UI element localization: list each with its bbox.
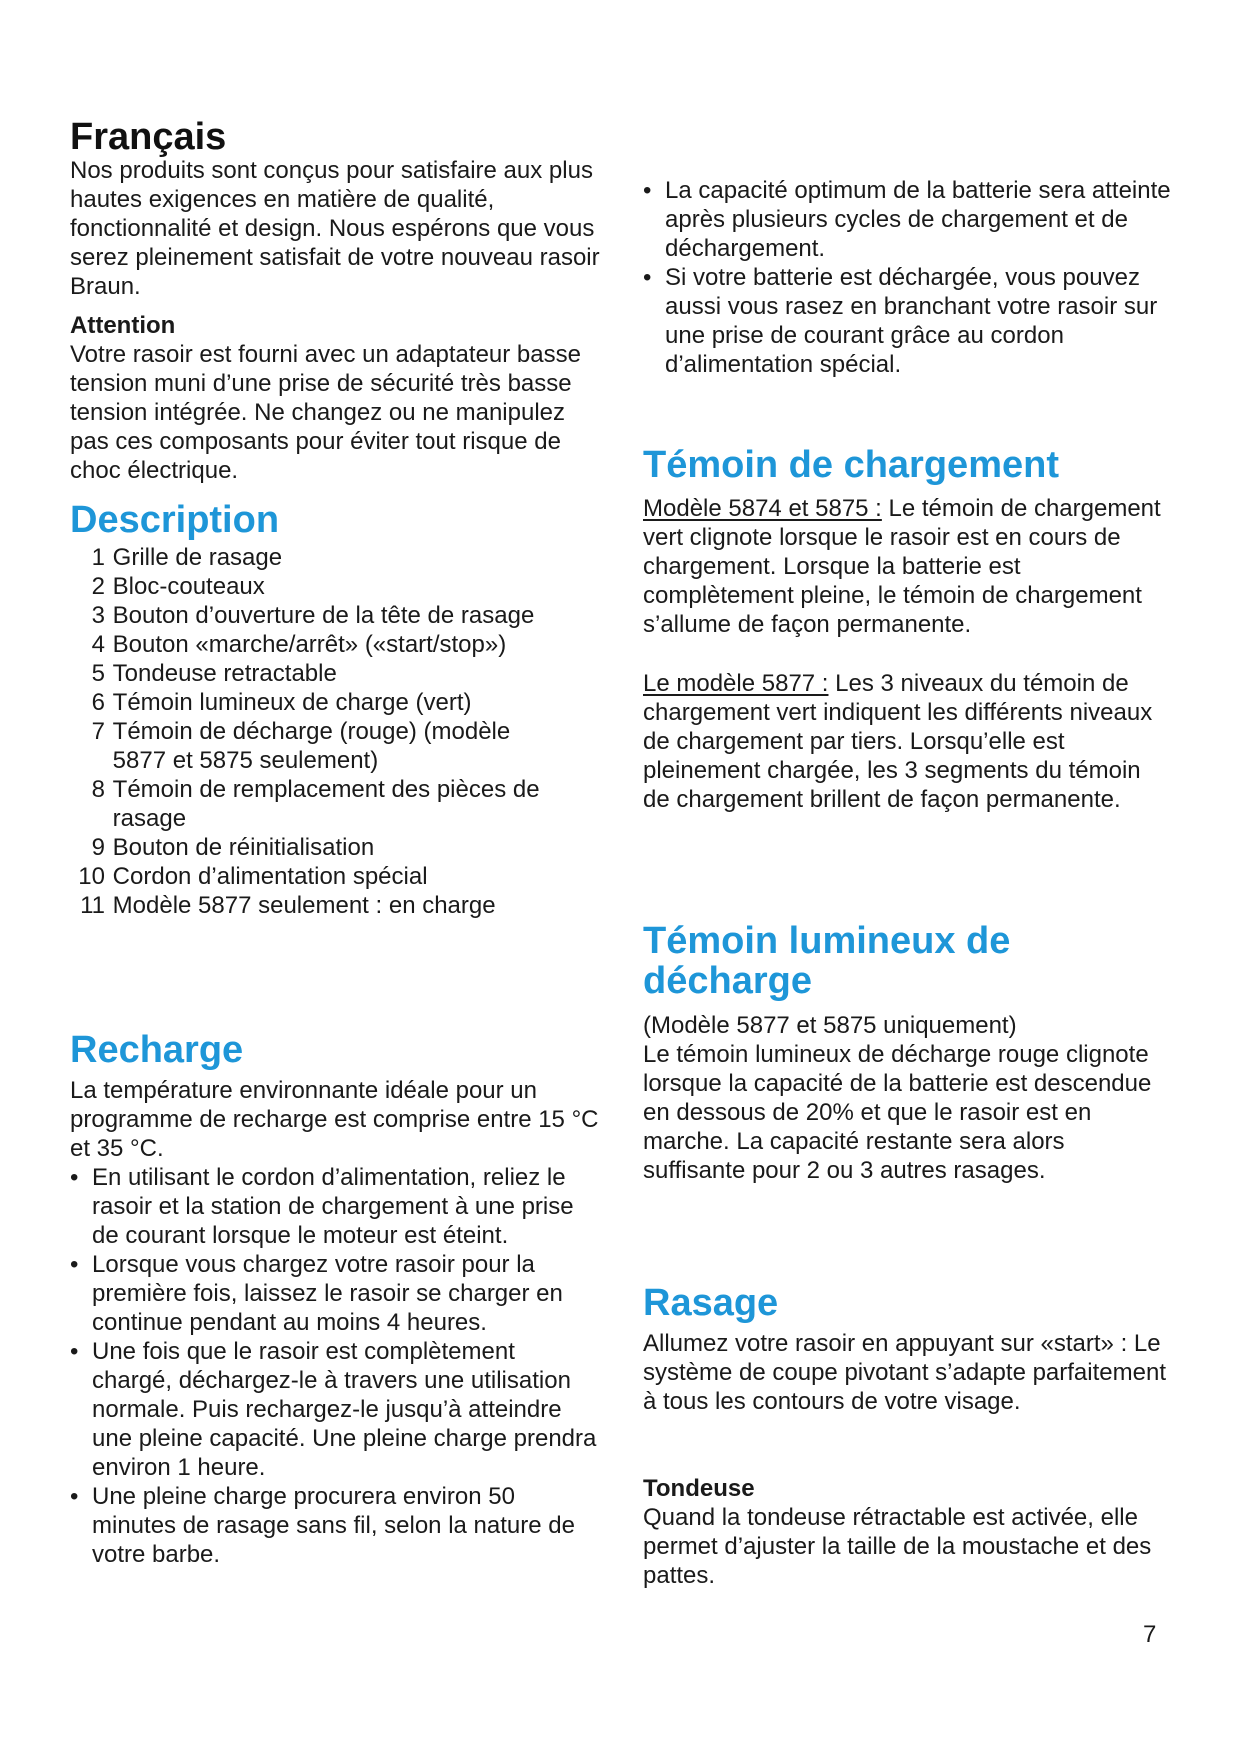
list-item: 6 Témoin lumineux de charge (vert) [91, 689, 472, 716]
temoin-decharge-paragraph: Le témoin lumineux de décharge rouge clignote lorsque la capacité de la batterie est descendue en dessous de 20% et que le rasoir est en marche. La capacité restante sera alors suffisante pour 2 ou 3 autres rasages. [643, 1041, 1152, 1184]
rasage-paragraph: Allumez votre rasoir en appuyant sur «start» : Le système de coupe pivotant s’adapte parfaitement à tous les contours de votre visage. [643, 1330, 1166, 1415]
recharge-bullets-continued [643, 176, 1173, 379]
list-item: 10 Cordon d’alimentation spécial [78, 863, 428, 890]
recharge-heading: Recharge [70, 1029, 244, 1071]
temoin-decharge-heading: Témoin lumineux de décharge [643, 920, 1011, 1002]
list-item: • Une pleine charge procurera environ 50 minutes de rasage sans fil, selon la nature de votre barbe. [70, 1483, 575, 1568]
tondeuse-paragraph: Quand la tondeuse rétractable est activée, elle permet d’ajuster la taille de la moustache et des pattes. [643, 1504, 1152, 1589]
list-item: 8 Témoin de remplacement des pièces de rasage [91, 776, 540, 832]
list-item: • Lorsque vous chargez votre rasoir pour la première fois, laissez le rasoir se charger en continue pendant au moins 4 heures. [70, 1251, 563, 1336]
attention-paragraph: Votre rasoir est fourni avec un adaptateur basse tension muni d’une prise de sécurité très basse tension intégrée. Ne changez ou ne manipulez pas ces composants pour éviter tout risque de choc électrique. [70, 341, 581, 484]
rasage-heading: Rasage [643, 1282, 779, 1324]
list-item: • Si votre batterie est déchargée, vous pouvez aussi vous rasez en branchant votre rasoir sur une prise de courant grâce au cordon d’alimentation spécial. [643, 264, 1158, 378]
description-heading: Description [70, 499, 280, 541]
page-number: 7 [1143, 1621, 1157, 1648]
temoin-chargement-p2: Le modèle 5877 : Les 3 niveaux du témoin de chargement vert indiquent les différents niveaux de chargement par tiers. Lorsqu’elle est pleinement chargée, les 3 segments du témoin de chargement brillent de façon permanente. [643, 670, 1153, 813]
list-item: 7 Témoin de décharge (rouge) (modèle 5877 et 5875 seulement) [91, 718, 511, 774]
list-item: 3 Bouton d’ouverture de la tête de rasage [91, 602, 535, 629]
page-title: Français [70, 116, 227, 158]
tondeuse-heading: Tondeuse [643, 1475, 755, 1502]
model-label: Le modèle 5877 : [643, 670, 829, 697]
list-item: 1 Grille de rasage [91, 544, 283, 571]
list-item: 5 Tondeuse retractable [91, 660, 337, 687]
description-list [70, 543, 600, 920]
temoin-chargement-heading: Témoin de chargement [643, 444, 1059, 486]
recharge-bullets [70, 1163, 600, 1569]
list-item: 9 Bouton de réinitialisation [91, 834, 375, 861]
list-item: • La capacité optimum de la batterie sera atteinte après plusieurs cycles de chargement et de déchargement. [643, 177, 1171, 262]
temoin-chargement-p1: Modèle 5874 et 5875 : Le témoin de chargement vert clignote lorsque le rasoir est en cours de chargement. Lorsque la batterie est complètement pleine, le témoin de chargement s’allume de façon permanente. [643, 495, 1161, 638]
list-item: 11 Modèle 5877 seulement : en charge [80, 892, 496, 919]
attention-heading: Attention [70, 312, 176, 339]
temoin-decharge-note: (Modèle 5877 et 5875 uniquement) [643, 1012, 1017, 1039]
list-item: • En utilisant le cordon d’alimentation, reliez le rasoir et la station de chargement à une prise de courant lorsque le moteur est éteint. [70, 1164, 574, 1249]
list-item: • Une fois que le rasoir est complètement chargé, déchargez-le à travers une utilisation normale. Puis rechargez-le jusqu’à atteindre une pleine capacité. Une pleine charge prendra environ 1 heure. [70, 1338, 597, 1481]
recharge-intro: La température environnante idéale pour un programme de recharge est comprise entre 15 °C et 35 °C. [70, 1077, 599, 1162]
intro-paragraph: Nos produits sont conçus pour satisfaire aux plus hautes exigences en matière de qualité, fonctionnalité et design. Nous espérons que vous serez pleinement satisfait de votre nouveau rasoir Braun. [70, 157, 600, 300]
list-item: 4 Bouton «marche/arrêt» («start/stop») [91, 631, 507, 658]
model-label: Modèle 5874 et 5875 : [643, 495, 882, 522]
list-item: 2 Bloc-couteaux [91, 573, 265, 600]
